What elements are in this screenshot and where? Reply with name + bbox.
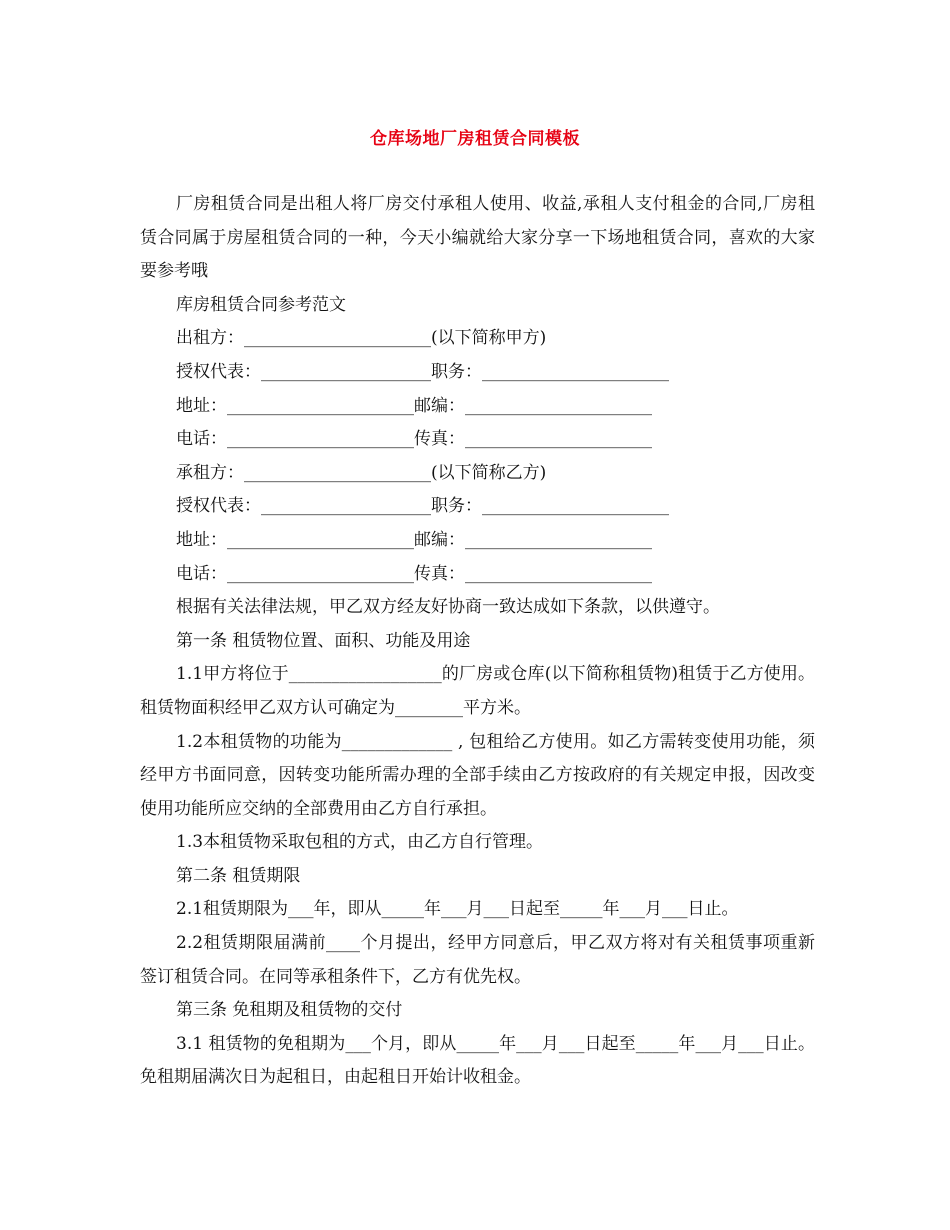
document-body [140,188,815,1095]
lessor-line: 出租方：______________________(以下简称甲方) [176,328,547,349]
lessor-representative-line: 授权代表：____________________职务：______________________ [176,361,669,382]
clause-2-1: 2.1租赁期限为___年，即从_____年___月___日起至_____年___月___日止。 [176,899,739,920]
document-title: 仓库场地厂房租赁合同模板 [370,129,580,149]
sample-heading: 库房租赁合同参考范文 [176,294,346,315]
lessee-phone-line: 电话：______________________传真：______________________ [176,563,652,584]
clause-1-3: 1.3本租赁物采取包租的方式，由乙方自行管理。 [176,832,544,853]
article-3-heading: 第三条 免租期及租赁物的交付 [176,1000,403,1021]
article-2-heading: 第二条 租赁期限 [176,865,301,886]
clause-3-1: 3.1 租赁物的免租期为___个月，即从_____年___月___日起至_____年___月___日止。免租期届满次日为起租日，由起租日开始计收租金。 [140,1033,815,1088]
article-1-heading: 第一条 租赁物位置、面积、功能及用途 [176,630,471,651]
clause-2-2: 2.2租赁期限届满前____个月提出，经甲方同意后，甲乙双方将对有关租赁事项重新签订租赁合同。在同等承租条件下，乙方有优先权。 [140,933,815,987]
clause-1-2: 1.2本租赁物的功能为_____________ , 包租给乙方使用。如乙方需转变使用功能，须经甲方书面同意，因转变功能所需办理的全部手续由乙方按政府的有关规定申报，因改变使用功能所应交纳的全部费用由乙方自行承担。 [140,731,815,819]
intro-paragraph: 厂房租赁合同是出租人将厂房交付承租人使用、收益,承租人支付租金的合同,厂房租赁合同属于房屋租赁合同的一种，今天小编就给大家分享一下场地租赁合同，喜欢的大家要参考哦 [140,194,815,282]
lessee-address-line: 地址：______________________邮编：______________________ [176,529,652,550]
lessee-line: 承租方：______________________(以下简称乙方) [176,462,547,483]
preamble-paragraph: 根据有关法律法规，甲乙双方经友好协商一致达成如下条款，以供遵守。 [176,597,720,618]
clause-1-1: 1.1甲方将位于__________________的厂房或仓库(以下简称租赁物)租赁于乙方使用。租赁物面积经甲乙双方认可确定为________平方米。 [140,664,815,718]
lessor-address-line: 地址：______________________邮编：______________________ [176,395,652,416]
lessee-representative-line: 授权代表：____________________职务：______________________ [176,496,669,517]
lessor-phone-line: 电话：______________________传真：______________________ [176,429,652,450]
